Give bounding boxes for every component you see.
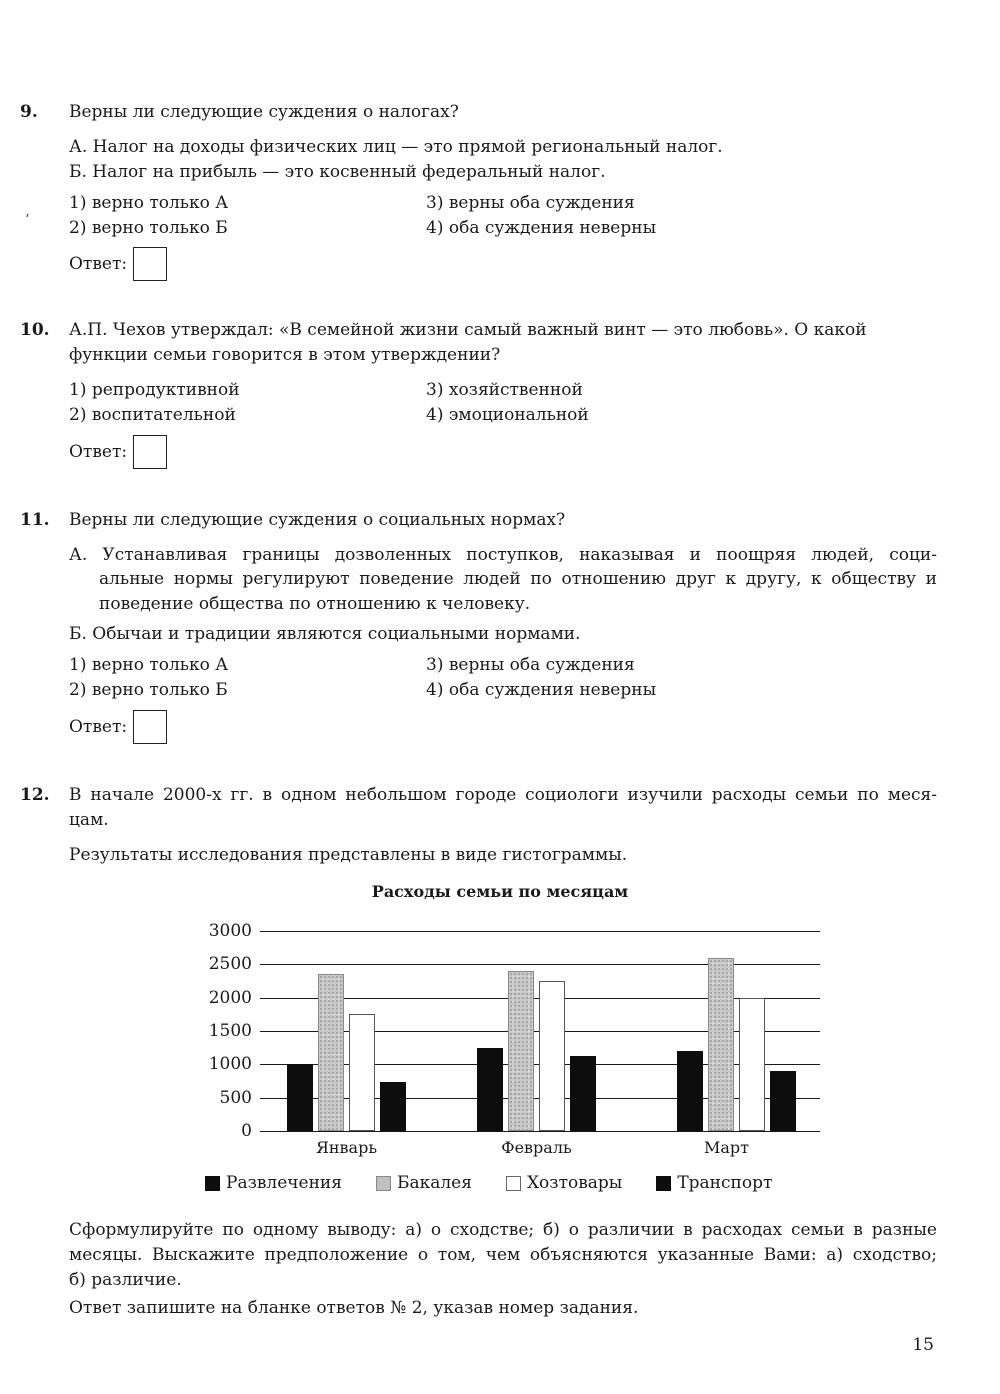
task-number: 9.: [20, 102, 38, 122]
option-2[interactable]: 2) верно только Б: [69, 218, 228, 238]
legend-label: Хозтовары: [526, 1173, 623, 1193]
answer-box[interactable]: [133, 247, 167, 281]
legend-item-entertainment: [205, 1173, 342, 1193]
bar-groceries: [318, 974, 344, 1131]
page-number: 15: [912, 1335, 934, 1355]
legend-swatch-icon: [506, 1176, 521, 1191]
task-number: 10.: [20, 320, 50, 340]
bar-groceries: [708, 958, 734, 1131]
statement-a-line-1: А. Устанавливая границы дозволенных поступков, наказывая и поощряя людей, соци-: [69, 545, 937, 565]
legend-label: Развлечения: [226, 1173, 342, 1193]
legend-swatch-icon: [376, 1176, 391, 1191]
legend-swatch-icon: [656, 1176, 671, 1191]
statement-a: А. Налог на доходы физических лиц — это прямой региональный налог.: [69, 137, 723, 157]
gridline: [260, 1131, 820, 1132]
answer-note: Ответ запишите на бланке ответов № 2, указав номер задания.: [69, 1298, 639, 1318]
legend-label: Транспорт: [677, 1173, 773, 1193]
instructions-line-3: б) различие.: [69, 1270, 182, 1290]
statement-b: Б. Обычаи и традиции являются социальными нормами.: [69, 624, 581, 644]
task-question: Верны ли следующие суждения о налогах?: [69, 102, 459, 122]
task-question-line-2: цам.: [69, 810, 109, 830]
option-3[interactable]: 3) верны оба суждения: [426, 193, 635, 213]
y-tick-label: 3000: [208, 921, 252, 941]
bar-household: [539, 981, 565, 1131]
x-tick-label: Январь: [315, 1138, 378, 1157]
scan-speck: ʻ: [25, 212, 30, 228]
legend-label: Бакалея: [396, 1173, 472, 1193]
chart-legend: [205, 1173, 772, 1193]
legend-item-groceries: [376, 1173, 472, 1193]
instructions-line-1: Сформулируйте по одному выводу: а) о сходстве; б) о различии в расходах семьи в разные: [69, 1220, 937, 1240]
bar-groceries: [508, 971, 534, 1131]
answer-box[interactable]: [133, 435, 167, 469]
bar-household: [739, 998, 765, 1131]
y-tick-label: 1000: [208, 1054, 252, 1075]
option-4[interactable]: 4) оба суждения неверны: [426, 680, 657, 700]
task-question-line-1: А.П. Чехов утверждал: «В семейной жизни самый важный винт — это любовь». О какой: [69, 320, 867, 340]
answer-field: [69, 435, 167, 469]
bar-transport: [380, 1082, 406, 1131]
option-4[interactable]: 4) оба суждения неверны: [426, 218, 657, 238]
legend-item-transport: [656, 1173, 772, 1193]
y-tick-label: 2000: [208, 987, 252, 1008]
bar-entertainment: [477, 1048, 503, 1131]
statement-a-line-2: альные нормы регулируют поведение людей по отношению друг к другу, к обществу и: [99, 569, 937, 589]
option-3[interactable]: 3) верны оба суждения: [426, 655, 635, 675]
option-1[interactable]: 1) верно только А: [69, 655, 229, 675]
answer-box[interactable]: [133, 710, 167, 744]
task-intro: Результаты исследования представлены в виде гистограммы.: [69, 845, 628, 865]
answer-label: Ответ:: [69, 442, 128, 462]
statement-a-line-3: поведение общества по отношению к человеку.: [99, 594, 531, 614]
task-question-line-2: функции семьи говорится в этом утверждении?: [69, 345, 501, 365]
task-question: Верны ли следующие суждения о социальных нормах?: [69, 510, 566, 530]
answer-field: [69, 710, 167, 744]
task-question-line-1: В начале 2000-х гг. в одном небольшом городе социологи изучили расходы семьи по меся-: [69, 785, 937, 805]
statement-b: Б. Налог на прибыль — это косвенный федеральный налог.: [69, 162, 606, 182]
answer-label: Ответ:: [69, 254, 128, 274]
bar-entertainment: [287, 1064, 313, 1131]
bar-household: [349, 1014, 375, 1131]
legend-swatch-icon: [205, 1176, 220, 1191]
bar-transport: [570, 1056, 596, 1131]
y-tick-label: 1500: [208, 1021, 252, 1041]
gridline: [260, 931, 820, 932]
y-tick-label: 500: [219, 1087, 252, 1108]
option-3[interactable]: 3) хозяйственной: [426, 380, 583, 400]
bar-entertainment: [677, 1051, 703, 1131]
chart-title: Расходы семьи по месяцам: [371, 882, 629, 901]
answer-label: Ответ:: [69, 717, 128, 737]
bar-transport: [770, 1071, 796, 1131]
task-number: 12.: [20, 785, 50, 805]
y-tick-label: 2500: [208, 954, 252, 975]
option-2[interactable]: 2) воспитательной: [69, 405, 236, 425]
instructions-line-2: месяцы. Выскажите предположение о том, чем объясняются указанные Вами: а) сходство;: [69, 1245, 937, 1265]
bar-chart: [190, 915, 830, 1160]
x-tick-label: Февраль: [501, 1138, 572, 1157]
option-4[interactable]: 4) эмоциональной: [426, 405, 589, 425]
legend-item-household: [506, 1173, 622, 1193]
task-number: 11.: [20, 510, 50, 530]
option-1[interactable]: 1) репродуктивной: [69, 380, 240, 400]
x-tick-label: Март: [703, 1138, 750, 1157]
option-1[interactable]: 1) верно только А: [69, 193, 229, 213]
y-tick-label: 0: [241, 1121, 252, 1141]
option-2[interactable]: 2) верно только Б: [69, 680, 228, 700]
gridline: [260, 964, 820, 965]
answer-field: [69, 247, 167, 281]
